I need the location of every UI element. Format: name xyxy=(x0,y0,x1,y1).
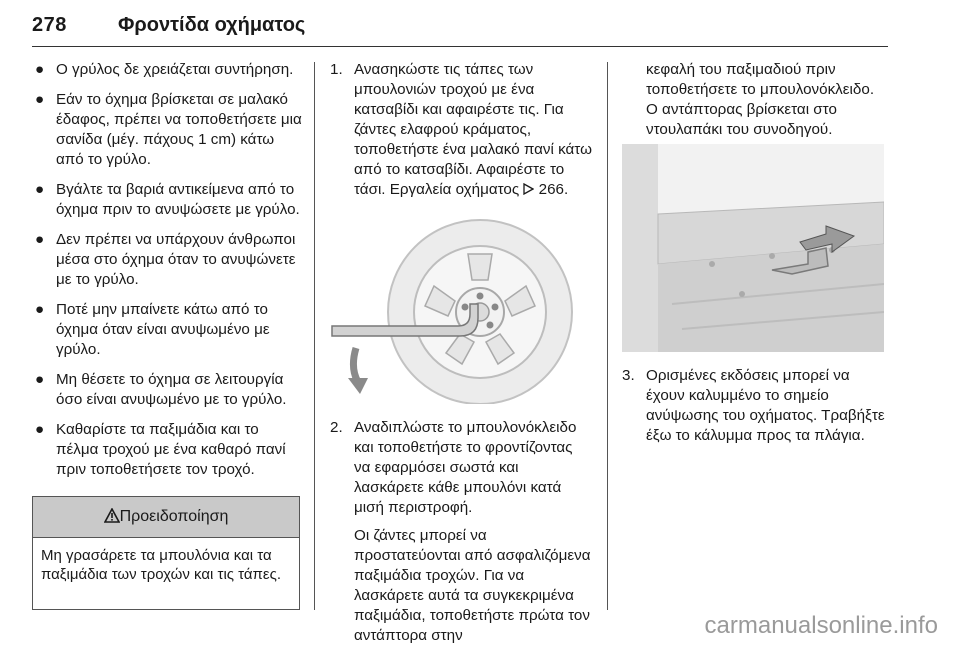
warning-text: Μη γρασάρετε τα μπουλόνια και τα παξιμάδια των τροχών και τις τάπες. xyxy=(41,547,281,583)
middle-column xyxy=(330,60,592,208)
list-item: ● Βγάλτε τα βαριά αντικείμενα από το όχημα πριν το ανυψώσετε με γρύλο. xyxy=(35,181,300,218)
jacking-point-cover-illustration xyxy=(622,144,884,352)
step-number: 2. xyxy=(330,419,343,436)
warning-triangle-icon xyxy=(104,508,120,523)
list-item-text: Ο γρύλος δε χρειάζεται συντήρηση. xyxy=(56,61,294,78)
page-header xyxy=(32,6,888,47)
continued-text: κεφαλή του παξιμαδιού πριν τοποθετήσετε το μπουλονόκλειδο. Ο αντάπτορας βρίσκεται στο ντουλαπάκι του συνοδηγού. xyxy=(646,61,875,138)
step-text: Ορισμένες εκδόσεις μπορεί να έχουν καλυμμένο το σημείο ανύψωσης του οχήματος. Τραβήξτε έξω το κάλυμμα προς τα πλάγια. xyxy=(646,367,885,444)
list-item-text: Εάν το όχημα βρίσκεται σε μαλακό έδαφος, πρέπει να τοποθετήσετε μια σανίδα (μέγ. πάχους 1 cm) κάτω από το γρύλο. xyxy=(56,91,302,168)
column-divider xyxy=(607,62,608,610)
list-item: ● Ο γρύλος δε χρειάζεται συντήρηση. xyxy=(35,61,294,78)
list-item: ● Καθαρίστε τα παξιμάδια και το πέλμα τροχού με ένα καθαρό πανί πριν τοποθετήσετε τον τροχό. xyxy=(35,421,286,478)
step-1 xyxy=(330,60,592,200)
right-column-lower xyxy=(622,366,890,454)
warning-box xyxy=(32,496,300,610)
list-item-text: Βγάλτε τα βαριά αντικείμενα από το όχημα πριν το ανυψώσετε με γρύλο. xyxy=(56,181,300,218)
column-divider xyxy=(314,62,315,610)
middle-column-lower xyxy=(330,418,592,652)
step-2-note: Οι ζάντες μπορεί να προστατεύονται από ασφαλιζόμενα παξιμάδια τροχών. Για να λασκάρετε αυτά τα συγκεκριμένα παξιμάδια, τοποθετήστε πρώτα τον αντάπτορα στην xyxy=(354,527,591,644)
step-number: 1. xyxy=(330,61,343,78)
step-text: Αναδιπλώστε το μπουλονόκλειδο και τοποθετήστε το φροντίζοντας να εφαρμόσει σωστά και λασκάρετε κάθε μπουλόνι κατά μισή περιστροφή. xyxy=(354,419,577,516)
list-item: ● Εάν το όχημα βρίσκεται σε μαλακό έδαφος, πρέπει να τοποθετήσετε μια σανίδα (μέγ. πάχους 1 cm) κάτω από το γρύλο. xyxy=(35,91,302,168)
wheel-wrench-illustration xyxy=(330,208,592,404)
step-number: 3. xyxy=(622,367,635,384)
list-item: ● Δεν πρέπει να υπάρχουν άνθρωποι μέσα στο όχημα όταν το ανυψώνετε με το γρύλο. xyxy=(35,231,296,288)
list-item: ● Ποτέ μην μπαίνετε κάτω από το όχημα όταν είναι ανυψωμένο με γρύλο. xyxy=(35,301,270,358)
page-number: 278 xyxy=(32,14,67,36)
list-item: ● Μη θέσετε το όχημα σε λειτουργία όσο είναι ανυψωμένο με το γρύλο. xyxy=(35,371,287,408)
step-3 xyxy=(622,366,890,446)
list-item-text: Μη θέσετε το όχημα σε λειτουργία όσο είναι ανυψωμένο με το γρύλο. xyxy=(56,371,287,408)
list-item-text: Δεν πρέπει να υπάρχουν άνθρωποι μέσα στο όχημα όταν το ανυψώνετε με το γρύλο. xyxy=(56,231,296,288)
list-item-text: Ποτέ μην μπαίνετε κάτω από το όχημα όταν είναι ανυψωμένο με γρύλο. xyxy=(56,301,270,358)
step-text: Ανασηκώστε τις τάπες των μπουλονιών τροχού με ένα κατσαβίδι και αφαιρέστε τις. Για ζάντες ελαφρού κράματος, τοποθετήστε ένα μαλακό πανί κάτω από το κατσαβίδι. Αφαιρέστε το τάσι. Εργαλεία οχήματος xyxy=(354,61,592,198)
watermark: carmanualsonline.info xyxy=(704,612,938,639)
right-column xyxy=(622,60,890,146)
warning-title: Προειδοποίηση xyxy=(119,508,229,525)
page-reference-icon xyxy=(523,183,534,195)
left-column xyxy=(32,60,302,490)
page-reference: 266. xyxy=(538,181,569,198)
step-2 xyxy=(330,418,592,518)
page-title: Φροντίδα οχήματος xyxy=(118,14,306,36)
warning-header xyxy=(33,497,299,538)
list-item-text: Καθαρίστε τα παξιμάδια και το πέλμα τροχού με ένα καθαρό πανί πριν τοποθετήσετε τον τροχό. xyxy=(56,421,286,478)
